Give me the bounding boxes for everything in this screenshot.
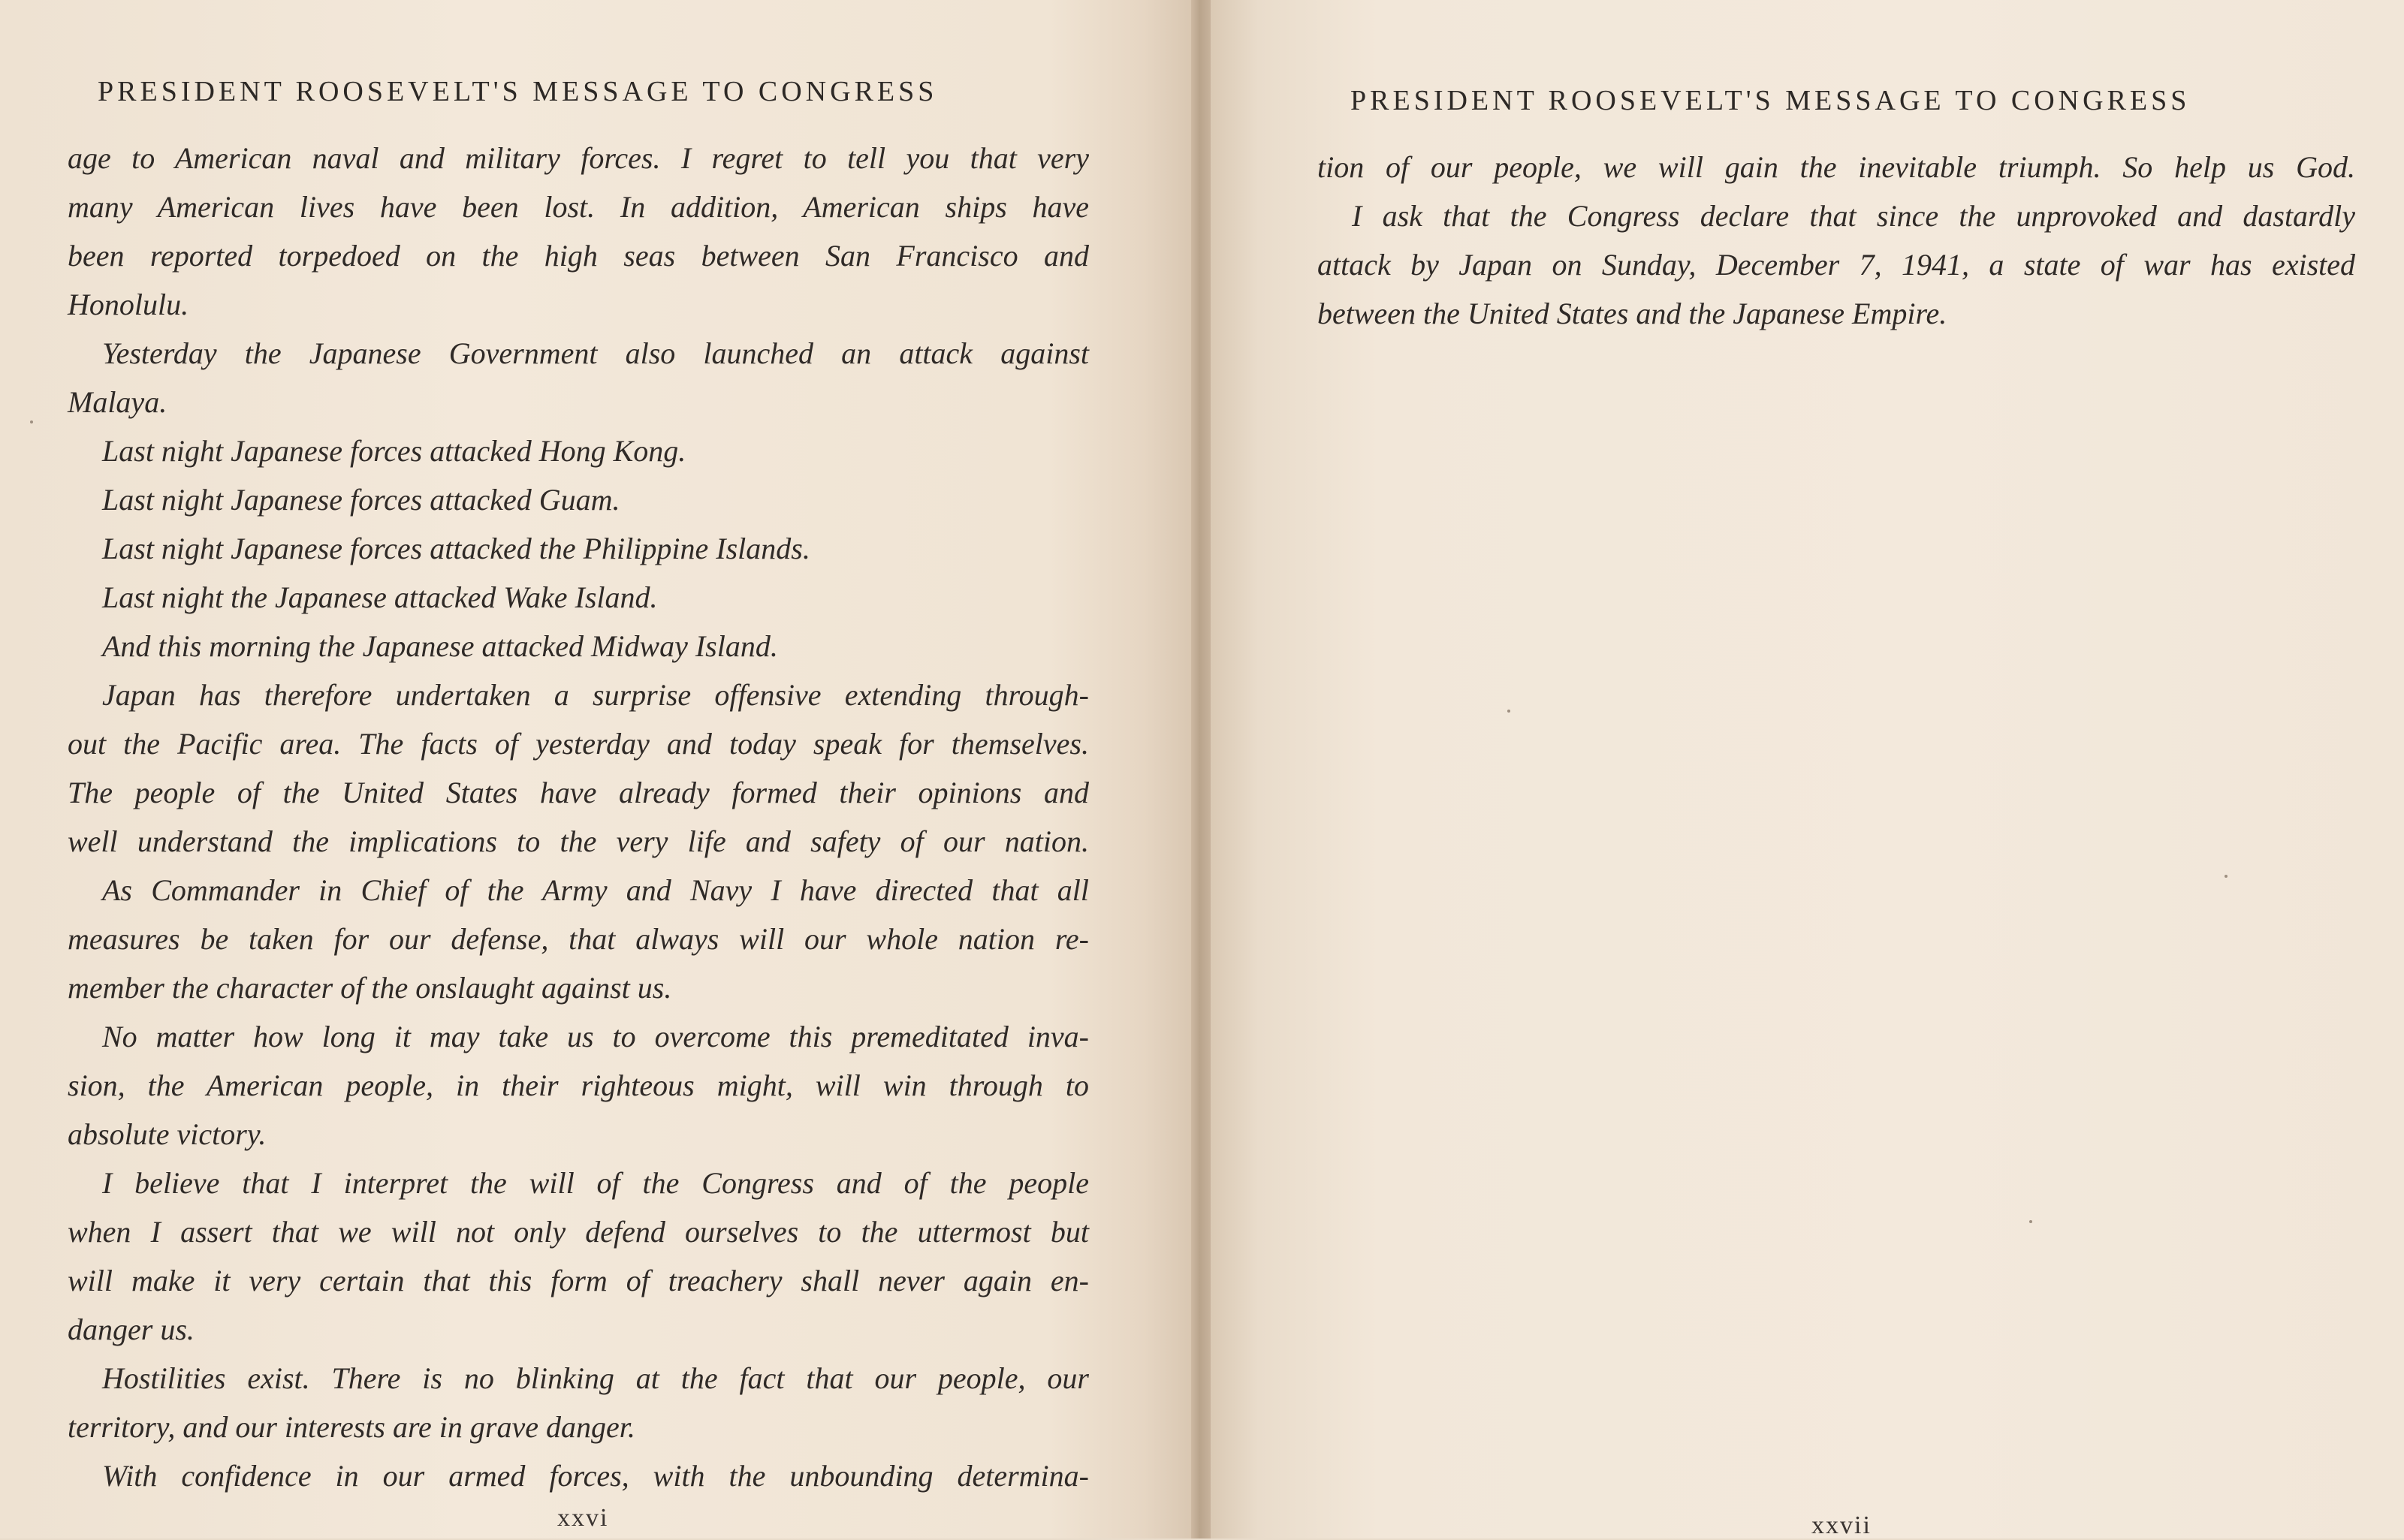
left-page-number: xxvi [557, 1504, 609, 1532]
left-page [0, 0, 1191, 1538]
text-line: will make it very certain that this form of treachery shall never again en- [68, 1264, 1089, 1297]
text-line: Honolulu. [68, 288, 189, 321]
text-line: No matter how long it may take us to overcome this premeditated inva- [102, 1020, 1089, 1053]
text-line: Last night Japanese forces attacked Hong Kong. [102, 434, 686, 468]
right-page-body [1317, 143, 2355, 338]
text-line: As Commander in Chief of the Army and Navy I have directed that all [102, 873, 1089, 907]
text-line: been reported torpedoed on the high seas between San Francisco and [68, 239, 1089, 273]
text-line: Hostilities exist. There is no blinking at the fact that our people, our [102, 1361, 1089, 1395]
paper-fleck [2029, 1220, 2032, 1223]
right-page [1211, 0, 2404, 1538]
text-line: between the United States and the Japanese Empire. [1317, 297, 1947, 330]
paper-fleck [2225, 875, 2228, 878]
paper-fleck [30, 420, 33, 423]
text-line: when I assert that we will not only defend ourselves to the uttermost but [68, 1215, 1089, 1249]
text-line: absolute victory. [68, 1117, 267, 1151]
text-line: And this morning the Japanese attacked Midway Island. [102, 629, 778, 663]
text-line: danger us. [68, 1312, 195, 1346]
text-line: Last night Japanese forces attacked the Philippine Islands. [102, 532, 810, 565]
text-line: measures be taken for our defense, that always will our whole nation re- [68, 922, 1089, 956]
text-line: Malaya. [68, 385, 167, 419]
book-gutter [1191, 0, 1211, 1538]
text-line: With confidence in our armed forces, with the unbounding determina- [102, 1459, 1089, 1493]
text-line: territory, and our interests are in grave danger. [68, 1410, 635, 1444]
right-page-number: xxvii [1811, 1511, 1872, 1539]
left-running-head: PRESIDENT ROOSEVELT'S MESSAGE TO CONGRESS [98, 76, 938, 107]
text-line: I believe that I interpret the will of the Congress and of the people [102, 1166, 1089, 1200]
text-line: many American lives have been lost. In addition, American ships have [68, 190, 1089, 224]
text-line: tion of our people, we will gain the inevitable triumph. So help us God. [1317, 150, 2355, 184]
right-running-head: PRESIDENT ROOSEVELT'S MESSAGE TO CONGRESS [1350, 85, 2191, 116]
text-line: Japan has therefore undertaken a surprise offensive extending through- [102, 678, 1089, 712]
text-line: attack by Japan on Sunday, December 7, 1941, a state of war has existed [1317, 248, 2355, 282]
text-line: Last night Japanese forces attacked Guam. [102, 483, 620, 517]
text-line: Last night the Japanese attacked Wake Island. [102, 580, 658, 614]
text-line: out the Pacific area. The facts of yesterday and today speak for themselves. [68, 727, 1089, 761]
text-line: The people of the United States have already formed their opinions and [68, 776, 1089, 809]
text-line: well understand the implications to the very life and safety of our nation. [68, 824, 1089, 858]
paper-fleck [1507, 710, 1510, 713]
left-page-body [68, 134, 1089, 1500]
text-line: sion, the American people, in their righteous might, will win through to [68, 1068, 1089, 1102]
text-line: I ask that the Congress declare that since the unprovoked and dastardly [1352, 199, 2355, 233]
text-line: Yesterday the Japanese Government also launched an attack against [102, 336, 1089, 370]
text-line: age to American naval and military forces. I regret to tell you that very [68, 141, 1089, 175]
text-line: member the character of the onslaught against us. [68, 971, 672, 1005]
